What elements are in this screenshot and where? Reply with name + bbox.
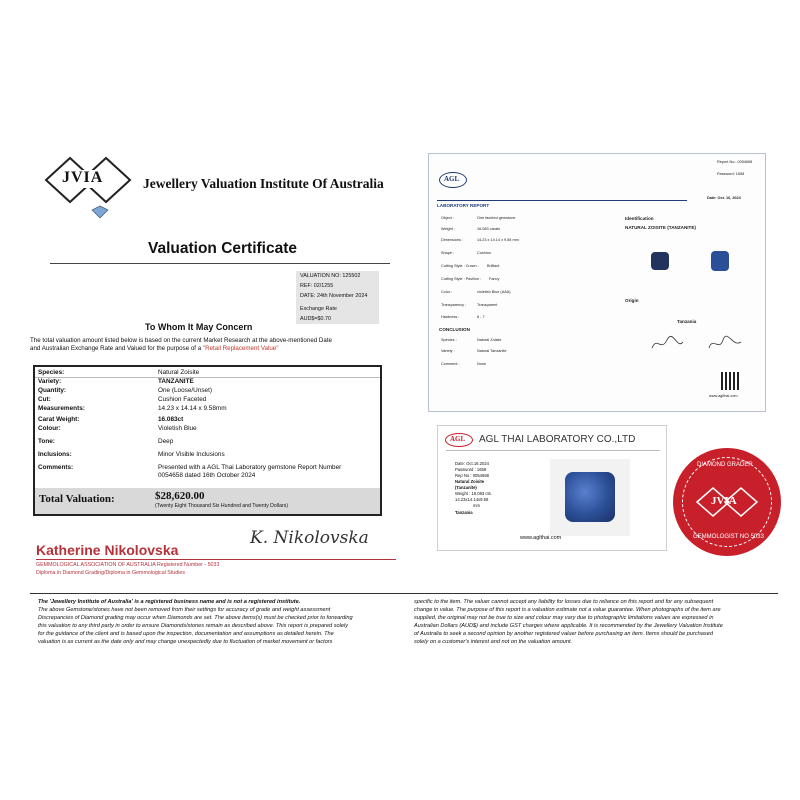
- agl-field-value: 14.23 x 14.14 x 9.58 mm: [477, 238, 519, 242]
- detail-value: Natural Zoisite: [158, 369, 200, 376]
- agl-origin-value: Tanzania: [677, 319, 697, 324]
- institute-name: Jewellery Valuation Institute Of Australia: [143, 176, 384, 191]
- detail-value: 14.23 x 14.14 x 9.58mm: [158, 405, 227, 412]
- valuation-info-box: [296, 271, 379, 324]
- agl-logo: [439, 172, 467, 188]
- agl-field-label: Transparency :: [441, 303, 467, 307]
- jvia-logo-text: JVIA: [62, 169, 104, 186]
- seal-bottom-text: GEMMOLOGIST NO 5033: [693, 534, 764, 540]
- agl-website: www.aglthai.com: [709, 394, 738, 398]
- detail-value: Violetish Blue: [158, 425, 197, 432]
- total-bar: [35, 488, 380, 514]
- agl-conclusion-value: Natural Tanzanite: [477, 349, 507, 353]
- jvia-logo: [40, 150, 136, 230]
- agl-password: Password: 1658: [717, 172, 745, 176]
- exchange-rate-label: Exchange Rate: [300, 306, 337, 312]
- detail-key: Colour:: [38, 425, 61, 432]
- disclaimer-line: solely on a customer's interest and not on the valuation amount.: [414, 639, 573, 645]
- details-table: [33, 365, 382, 516]
- agl-field-label: Cutting Style : Pavilion :: [441, 277, 482, 281]
- agl-card-line: Tanzania: [455, 510, 473, 515]
- detail-key: Tone:: [38, 438, 55, 445]
- detail-value: Deep: [158, 438, 174, 445]
- intro-text: [30, 337, 386, 354]
- gem-photo-right: [711, 251, 729, 271]
- purpose-text: "Retail Replacement Value": [202, 345, 279, 353]
- intro-line-2-text: and Australian Exchange Rate and Valued for the purpose of a: [30, 345, 203, 353]
- detail-key: Carat Weight:: [38, 416, 80, 423]
- disclaimer-line: of Australia to seek a second opinion by another registered valuer before purchasing an item. Items should be purchased: [414, 631, 713, 637]
- signer-rule: [36, 559, 396, 560]
- detail-value: Cushion Faceted: [158, 396, 207, 403]
- agl-conclusion-label: Variety :: [441, 349, 455, 353]
- agl-card-line: Natural Zoisite: [455, 479, 485, 484]
- agl-card-line: Weight : 16.083 cts.: [455, 491, 492, 496]
- disclaimer-line: for the guidance of the client and is based upon the inspection, documentation and assumptions as detailed herein. The: [38, 631, 334, 637]
- disclaimer-right: [414, 598, 786, 646]
- agl-gem-card: [437, 425, 667, 551]
- agl-card-line: (Tanzanite): [455, 485, 477, 490]
- agl-field-value: 6 - 7: [477, 315, 485, 319]
- exchange-rate-value: AUD$=$0.70: [300, 316, 332, 322]
- detail-value: One (Loose/Unset): [158, 387, 212, 394]
- agl-field-value: Cushion: [477, 251, 491, 255]
- disclaimer-line: Australian Dollars (AUD$) and include GST charges where applicable. It is recommended by the Jewellery Valuation Institute: [414, 623, 723, 629]
- intro-line-2: [30, 345, 386, 353]
- agl-conclusion-label: Species :: [441, 338, 457, 342]
- handwritten-signature: K. Nikolovska: [250, 528, 369, 548]
- agl-logo-text: AGL: [444, 175, 460, 183]
- gem-photo-left: [651, 252, 669, 270]
- title-divider: [50, 263, 390, 264]
- agl-identification-value: NATURAL ZOISITE (TANZANITE): [625, 225, 696, 230]
- detail-key: Measurements:: [38, 405, 85, 412]
- diamond-grader-seal: [673, 448, 781, 556]
- agl-field-label: Object :: [441, 216, 455, 220]
- signer-name: Katherine Nikolovska: [36, 542, 179, 558]
- agl-field-label: Weight :: [441, 227, 455, 231]
- detail-value: 16.083ct: [158, 416, 184, 423]
- agl-conclusion-label: Comment :: [441, 362, 460, 366]
- disclaimer-line: The above Gemstone/stones have not been removed from their settings for accuracy of grade and weight assessment: [38, 607, 331, 613]
- agl-field-value: Brilliant: [487, 264, 500, 268]
- agl-field-value: Fancy: [489, 277, 500, 281]
- agl-card-line: 14.23x14.14x9.58: [455, 497, 489, 502]
- agl-field-label: Color :: [441, 290, 453, 294]
- agl-card-website: www.aglthai.com: [520, 535, 562, 541]
- detail-value: TANZANITE: [158, 378, 194, 385]
- seal-center-text: JVIA: [711, 495, 737, 507]
- agl-field-value: One faceted gemstone: [477, 216, 516, 220]
- agl-field-label: Shape :: [441, 251, 455, 255]
- detail-value: Minor Visible Inclusions: [158, 451, 225, 458]
- agl-field-value: Transparent: [477, 303, 498, 307]
- total-amount: $28,620.00: [155, 490, 205, 502]
- detail-key: Variety:: [38, 378, 62, 385]
- agl-identification-title: Identification: [625, 216, 654, 221]
- agl-conclusion-value: None: [477, 362, 487, 366]
- agl-field-value: violetish Blue (AAA): [477, 290, 511, 294]
- disclaimer-left: [38, 598, 398, 646]
- detail-value: 0054658 dated 16th October 2024: [158, 472, 256, 479]
- agl-card-logo: [445, 433, 473, 447]
- agl-conclusion-title: CONCLUSION: [439, 327, 470, 332]
- agl-field-label: Dimensions :: [441, 238, 463, 242]
- agl-signatures: [647, 334, 757, 354]
- signer-registration: GEMMOLOGICAL ASSOCIATION OF AUSTRALIA Registered Number - 5033: [36, 562, 220, 568]
- detail-key: Cut:: [38, 396, 51, 403]
- certificate-title: Valuation Certificate: [148, 240, 298, 257]
- gem-photo: [550, 459, 630, 536]
- agl-report-number: Report No.: 0054658: [717, 160, 753, 164]
- total-in-words: (Twenty Eight Thousand Six Hundred and Twenty Dollars): [155, 503, 289, 509]
- agl-card-line: mm: [473, 503, 480, 508]
- agl-card-line: Date: Oct.16.2024: [455, 461, 489, 466]
- detail-key: Quantity:: [38, 387, 67, 394]
- reference: REF: 02/1255: [300, 283, 334, 289]
- footer-separator: [30, 593, 778, 594]
- agl-top-rule: [437, 200, 687, 201]
- agl-card-rule: [446, 450, 660, 451]
- agl-origin-title: Origin: [625, 298, 639, 303]
- agl-conclusion-value: Natural Zoisite: [477, 338, 502, 342]
- agl-section-title: LABORATORY REPORT: [437, 203, 490, 208]
- detail-key: Species:: [38, 369, 65, 376]
- agl-card-line: Password : 1658: [455, 467, 487, 472]
- qr-code-icon: [721, 372, 739, 390]
- disclaimer-line: valuation is as current as the date only and may change unexpectedly due to fluctuation of market movement or factors: [38, 639, 333, 645]
- agl-field-label: Cutting Style : Crown :: [441, 264, 479, 268]
- agl-card-lab-name: AGL THAI LABORATORY CO.,LTD: [479, 434, 636, 445]
- agl-card-line: Rep No : 0054658: [455, 473, 489, 478]
- disclaimer-line: Discrepancies of Diamond grading may occur when Diamonds are set. The above items(s) must be checked prior to forwarding: [38, 615, 353, 621]
- disclaimer-line: specific to the item. The valuer cannot accept any liability for losses due to reliance on this report and for any subsequent: [414, 599, 714, 605]
- disclaimer-line: change in value. The purpose of this report is a valuation estimate not a value guarantee. When photographs of the item are: [414, 607, 721, 613]
- total-label: Total Valuation:: [39, 493, 115, 505]
- intro-line-1: The total valuation amount listed below is based on the current Market Research at the above-mentioned Date: [30, 337, 332, 344]
- valuation-date: DATE: 24th November 2024: [300, 293, 368, 299]
- disclaimer-line: The 'Jewellery Institute of Australia' is a registered business name and is not a registered institute.: [38, 599, 301, 605]
- agl-card-logo-text: AGL: [450, 435, 466, 443]
- detail-key: Comments:: [38, 464, 74, 471]
- salutation: To Whom It May Concern: [145, 322, 253, 332]
- disclaimer-line: supplied, the original may not be true to size and colour may vary due to photographic limitations values are expressed in: [414, 615, 714, 621]
- agl-field-value: 16.083 carats: [477, 227, 501, 231]
- disclaimer-line: this valuation to any third party in order to ensure Diamonds/stones remain as described above. This report is prepared solely: [38, 623, 348, 629]
- valuation-number: VALUATION NO: 125502: [300, 273, 361, 279]
- signer-diploma: Diploma in Diamond Grading/Diploma in Gemmological Studies: [36, 570, 185, 576]
- agl-field-label: Hardness :: [441, 315, 460, 319]
- detail-key: Inclusions:: [38, 451, 72, 458]
- seal-top-text: DIAMOND GRADER: [697, 462, 753, 468]
- agl-laboratory-report: [428, 153, 766, 412]
- detail-value: Presented with a AGL Thai Laboratory gemstone Report Number: [158, 464, 342, 471]
- agl-date: Date: Oct. 16, 2024: [707, 196, 741, 200]
